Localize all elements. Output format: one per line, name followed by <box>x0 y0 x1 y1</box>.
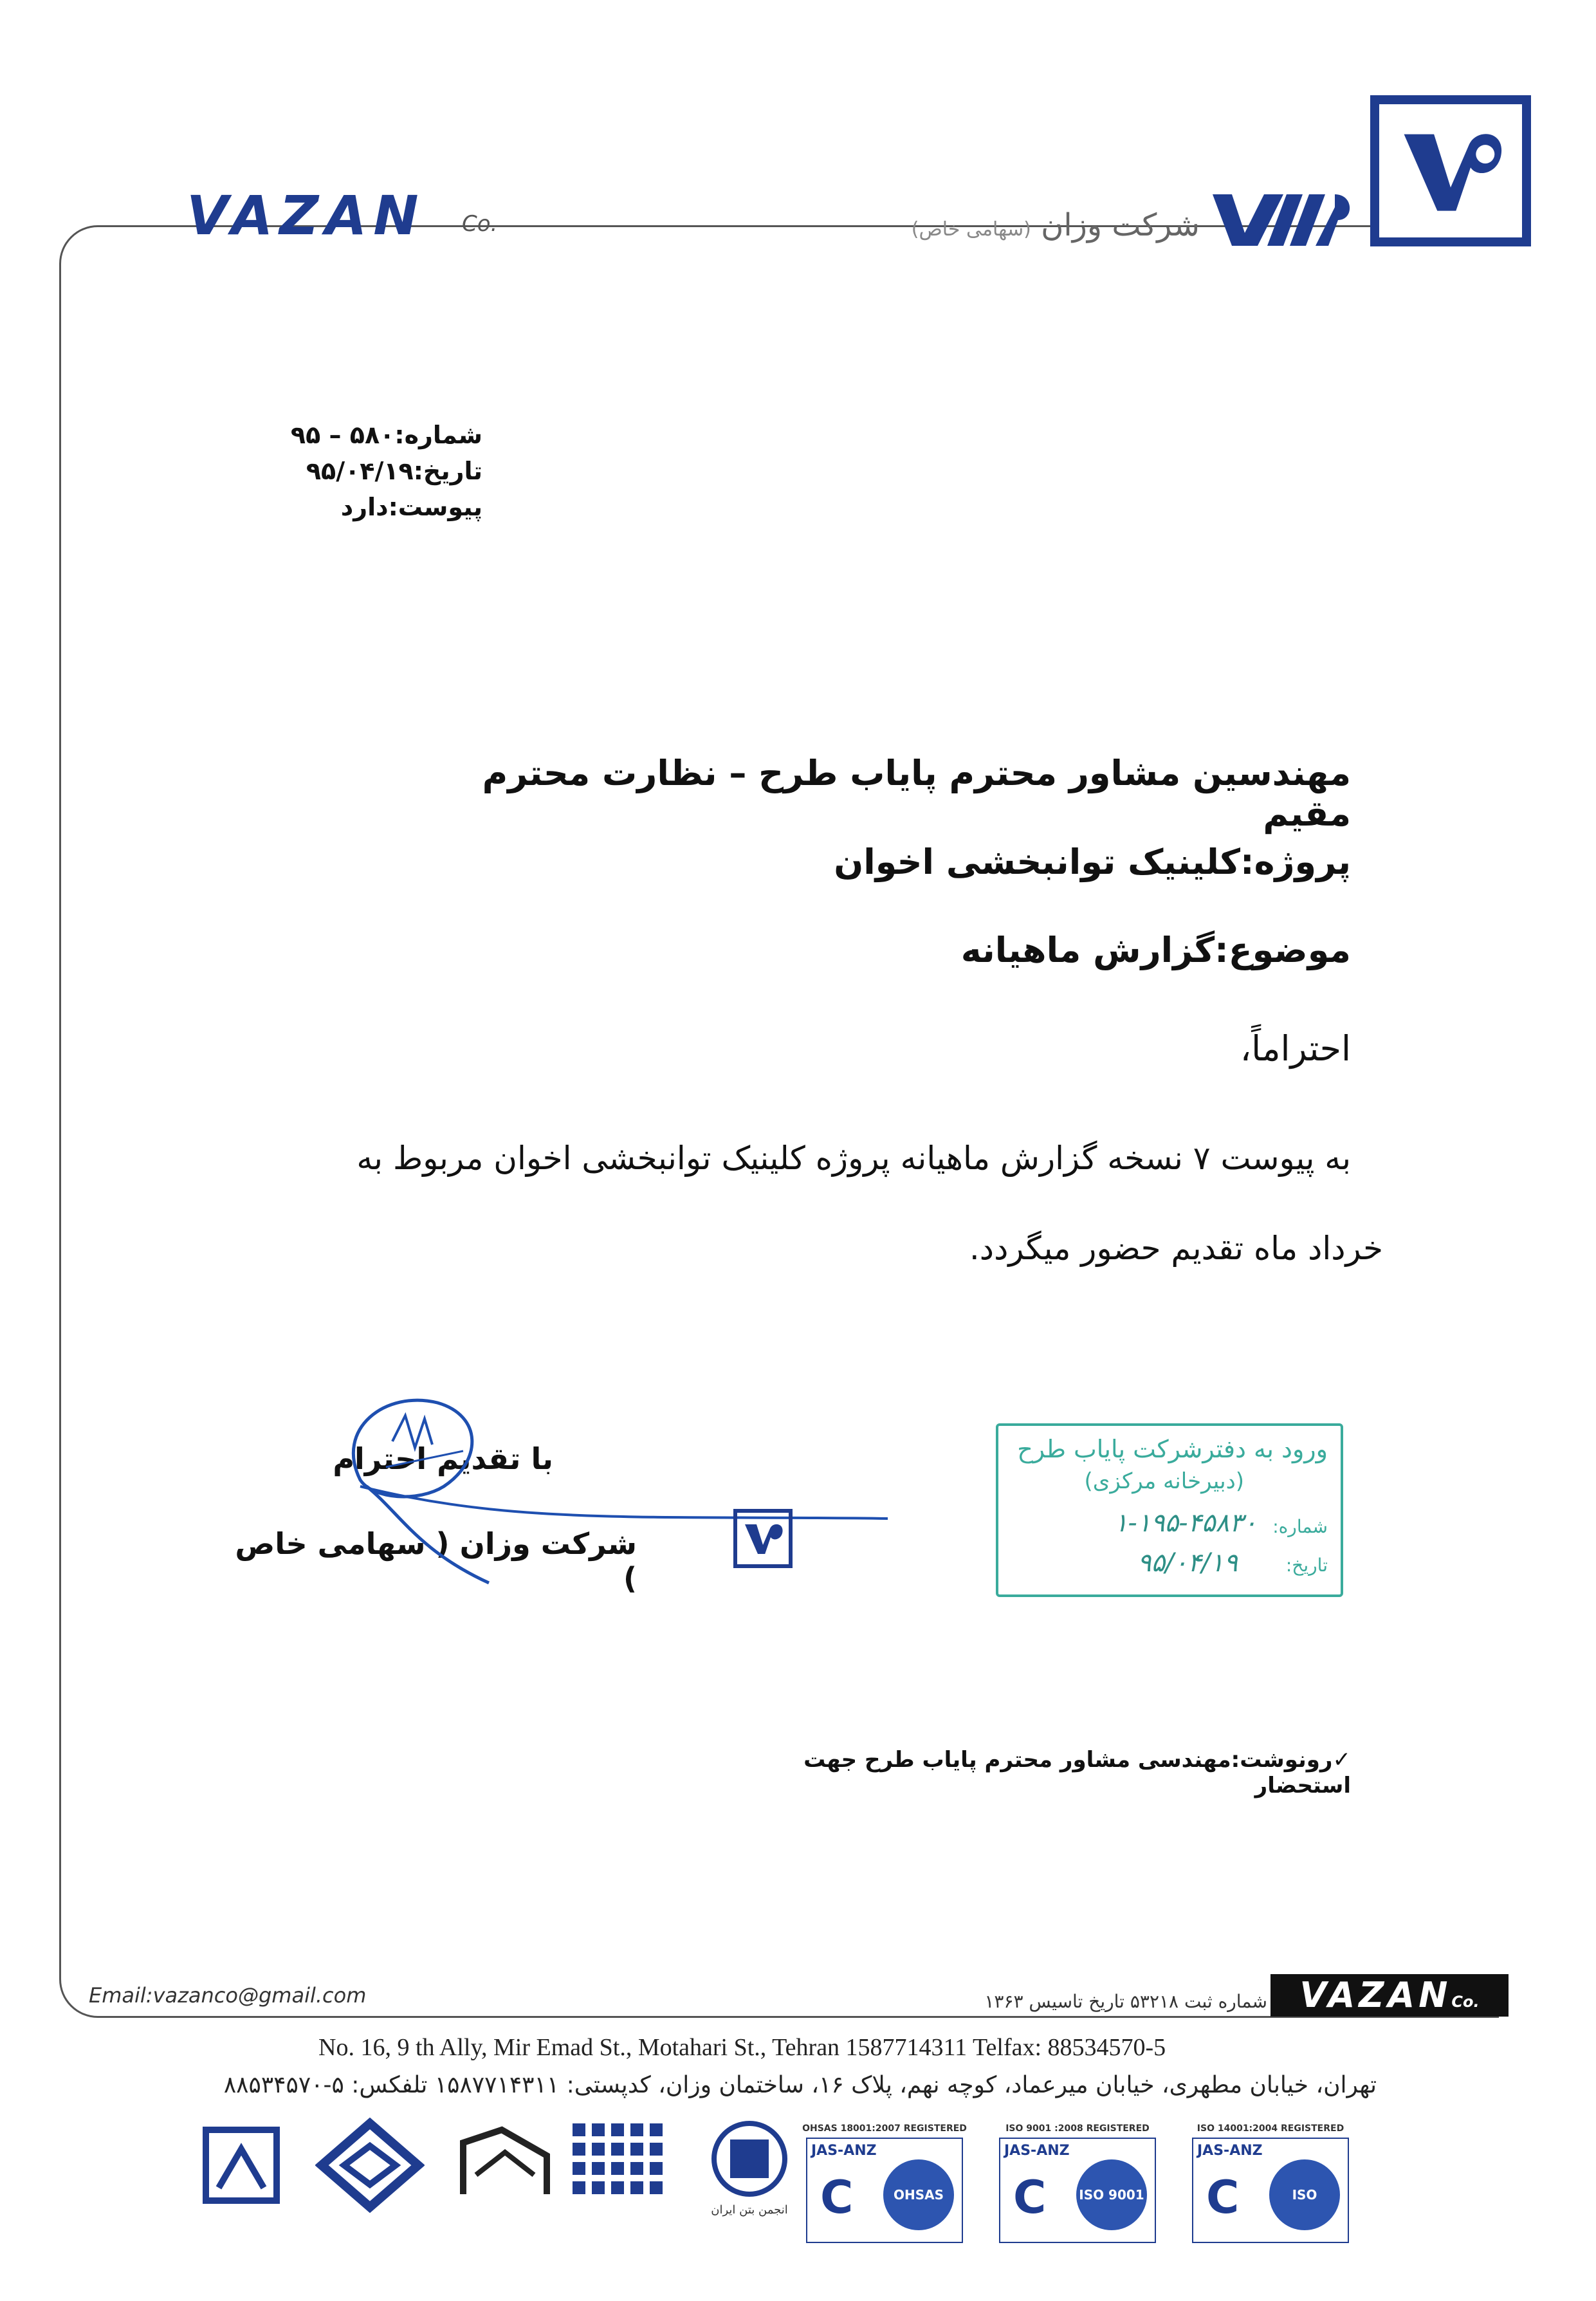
signatory-company: شرکت وزان ( سهامی خاص ) <box>235 1526 637 1596</box>
company-type: (سهامی خاص) <box>911 218 1031 241</box>
cert-title: OHSAS 18001:2007 REGISTERED <box>802 2123 967 2134</box>
building-grid-logo <box>566 2117 675 2239</box>
company-name <box>910 207 1200 243</box>
vazan-logo-latin: VAZAN <box>187 184 425 247</box>
cert-c-icon: C <box>1013 2171 1047 2224</box>
subject-line: موضوع:گزارش ماهیانه <box>960 930 1351 970</box>
company-name-fa: شرکت وزان <box>1041 207 1200 243</box>
cert-iso14001 <box>1187 2123 1354 2273</box>
cert-title: ISO 14001:2004 REGISTERED <box>1197 2123 1344 2134</box>
vazan-logo-suffix: Co. <box>462 211 498 237</box>
cert-c-icon: C <box>820 2171 854 2224</box>
letter-meta <box>212 417 482 525</box>
contractors-association-logo <box>187 2117 296 2239</box>
stamp-subtitle: (دبیرخانه مرکزی) <box>1084 1468 1244 1494</box>
concrete-association-icon <box>695 2117 804 2201</box>
reception-stamp <box>996 1423 1343 1597</box>
building-grid-icon <box>566 2117 675 2213</box>
footer-brand-text: VAZAN <box>1299 1975 1452 2015</box>
cert-badge: ISO 14001 <box>1269 2159 1340 2230</box>
mass-builders-icon <box>315 2117 425 2213</box>
cert-ohsas18001 <box>801 2123 968 2273</box>
stamp-date-value: ۹۵/۰۴/۱۹ <box>1137 1548 1238 1578</box>
footer-address-fa: تهران، خیابان مطهری، خیابان میرعماد، کوچه نهم، پلاک ۱۶، ساختمان وزان، کدپستی: ۱۵۸۷۷۱۴۳۱۱ تلفکس: ۵-۸۸۵۳۴۵۷۰ <box>223 2072 1377 2098</box>
cert-mark: JAS-ANZ <box>1004 2143 1070 2159</box>
letter-number: شماره:۵۸۰ – ۹۵ <box>290 421 482 449</box>
stamp-number-value: ۱-۱۹۵-۴۵۸۳۰ <box>1114 1508 1257 1538</box>
cert-mark: JAS-ANZ <box>811 2143 877 2159</box>
letter-date: تاریخ:۹۵/۰۴/۱۹ <box>306 457 482 485</box>
footer-brand-suffix: Co. <box>1451 1993 1480 2011</box>
stamp-date-label: تاریخ: <box>1285 1555 1328 1576</box>
engineering-organization-logo <box>450 2117 560 2239</box>
cert-badge: OHSAS 18001 <box>883 2159 954 2230</box>
letter-attachment: پیوست:دارد <box>340 493 482 521</box>
body-line-1: به پیوست ۷ نسخه گزارش ماهیانه پروژه کلینیک توانبخشی اخوان مربوط به <box>356 1140 1351 1177</box>
checkmark-icon: ✓ <box>1332 1747 1351 1773</box>
mass-builders-logo <box>315 2117 425 2239</box>
closing-phrase: با تقدیم احترام <box>333 1441 553 1476</box>
vazan-mark-icon <box>1206 181 1354 266</box>
footer-registration: شماره ثبت ۵۳۲۱۸ تاریخ تاسیس ۱۳۶۳ <box>984 1991 1267 2012</box>
contractors-association-icon <box>187 2117 296 2213</box>
stamp-logo-icon <box>733 1509 793 1568</box>
concrete-association-logo <box>695 2117 804 2239</box>
cert-c-icon: C <box>1206 2171 1240 2224</box>
cc-text: رونوشت:مهندسی مشاور محترم پایاب طرح جهت استحضار <box>803 1747 1351 1798</box>
concrete-association-label: انجمن بتن ایران <box>711 2203 788 2217</box>
stamp-title: ورود به دفترشرکت پایاب طرح <box>1017 1435 1328 1463</box>
cert-iso9001 <box>994 2123 1161 2246</box>
addressee: مهندسین مشاور محترم پایاب طرح – نظارت محترم مقیم <box>482 753 1351 834</box>
carbon-copy <box>772 1747 1351 1798</box>
stamp-number-label: شماره: <box>1272 1516 1328 1537</box>
footer-email: Email:vazanco@gmail.com <box>89 1983 367 2008</box>
handwritten-signature <box>322 1390 901 1596</box>
greeting: احتراماً، <box>1240 1028 1351 1069</box>
footer-brand <box>1270 1974 1509 2017</box>
company-logo-icon <box>1370 95 1531 246</box>
cert-mark: JAS-ANZ <box>1197 2143 1263 2159</box>
cert-title: ISO 9001 :2008 REGISTERED <box>1005 2123 1150 2134</box>
body-line-2: خرداد ماه تقدیم حضور میگردد. <box>969 1230 1383 1267</box>
project-line: پروژه:کلینیک توانبخشی اخوان <box>834 842 1351 882</box>
engineering-organization-icon <box>450 2117 560 2213</box>
footer-address-en: No. 16, 9 th Ally, Mir Emad St., Motahari St., Tehran 1587714311 Telfax: 88534570-5 <box>318 2034 1166 2061</box>
cert-badge: ISO 9001 <box>1076 2159 1147 2230</box>
